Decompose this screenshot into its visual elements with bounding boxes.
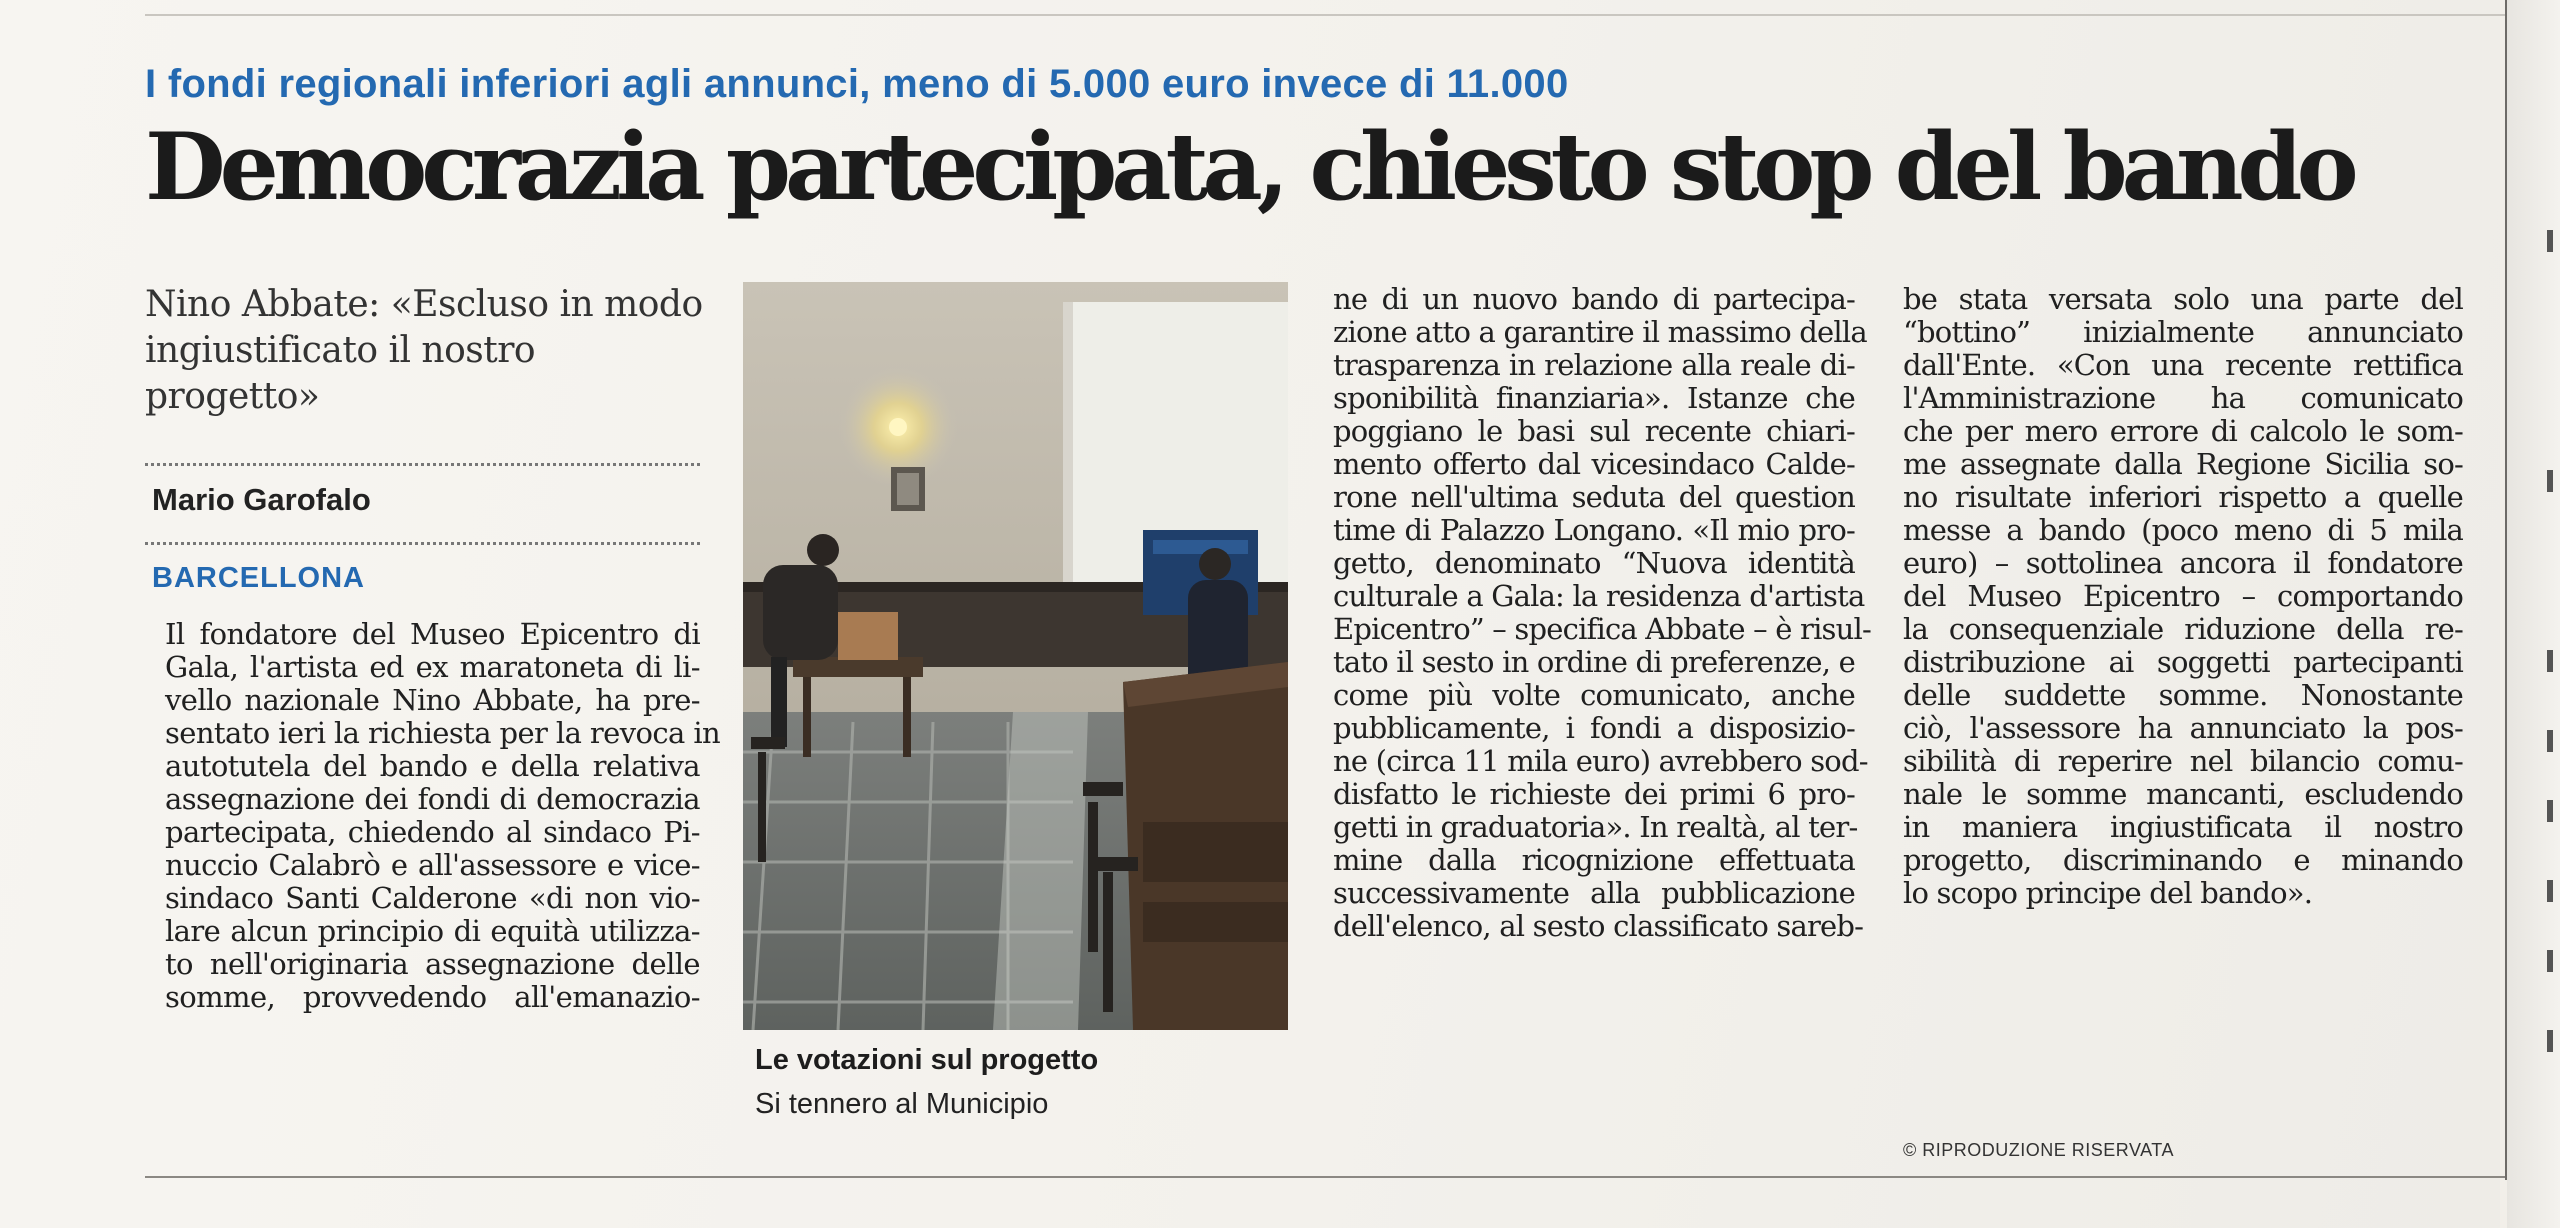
text-line: lare alcun principio di equità utilizza- xyxy=(165,914,700,948)
photo-caption-text: Si tennero al Municipio xyxy=(755,1088,1049,1120)
text-line: pubblicamente, i fondi a disposizio- xyxy=(1333,711,1855,745)
text-line: getto, denominato “Nuova identità xyxy=(1333,546,1855,580)
text-line: Il fondatore del Museo Epicentro di xyxy=(165,617,700,651)
text-line: del Museo Epicentro – comportando xyxy=(1903,579,2463,613)
text-column-3 xyxy=(1903,283,2463,910)
text-line: successivamente alla pubblicazione xyxy=(1333,876,1855,910)
text-line: l'Amministrazione ha comunicato xyxy=(1903,381,2463,415)
text-line: Gala, l'artista ed ex maratoneta di li- xyxy=(165,650,700,684)
text-line: progetto, discriminando e minando xyxy=(1903,843,2463,877)
top-rule xyxy=(145,14,2505,16)
text-line: dell'elenco, al sesto classificato sareb- xyxy=(1333,909,1864,943)
article-kicker: I fondi regionali inferiori agli annunci, meno di 5.000 euro invece di 11.000 xyxy=(145,62,1569,106)
text-line: time di Palazzo Longano. «Il mio pro- xyxy=(1333,513,1855,547)
article-headline: Democrazia partecipata, chiesto stop del bando xyxy=(145,112,2353,221)
text-line: mento offerto dal vicesindaco Calde- xyxy=(1333,447,1855,481)
text-line: to nell'originaria assegnazione delle xyxy=(165,947,700,981)
text-line: tato il sesto in ordine di preferenze, e xyxy=(1333,645,1855,679)
text-line: in maniera ingiustificata il nostro xyxy=(1903,810,2463,844)
text-line: dall'Ente. «Con una recente rettifica xyxy=(1903,348,2463,382)
text-column-2 xyxy=(1333,282,1871,943)
text-line: getti in graduatoria». In realtà, al ter- xyxy=(1333,810,1858,844)
text-line: autotutela del bando e della relativa xyxy=(165,749,700,783)
article-subhead: Nino Abbate: «Escluso in modo ingiustificato il nostro progetto» xyxy=(145,284,703,417)
text-line: delle suddette somme. Nonostante xyxy=(1903,678,2463,712)
text-line: rone nell'ultima seduta del question xyxy=(1333,480,1855,514)
text-line: disfatto le richieste dei primi 6 pro- xyxy=(1333,777,1855,811)
text-line: ne (circa 11 mila euro) avrebbero sod- xyxy=(1333,744,1868,778)
article-author: Mario Garofalo xyxy=(152,482,371,517)
text-line: messe a bando (poco meno di 5 mila xyxy=(1903,513,2463,547)
text-line: euro) – sottolinea ancora il fondatore xyxy=(1903,546,2463,580)
text-line: zione atto a garantire il massimo della xyxy=(1333,315,1867,349)
text-line: assegnazione dei fondi di democrazia xyxy=(165,782,700,816)
adjacent-page-edge xyxy=(2507,0,2560,1228)
text-line: distribuzione ai soggetti partecipanti xyxy=(1903,645,2463,679)
text-line: Epicentro” – specifica Abbate – è risul- xyxy=(1333,612,1871,646)
text-line: somme, provvedendo all'emanazio- xyxy=(165,980,700,1014)
text-line: “bottino” inizialmente annunciato xyxy=(1903,315,2463,349)
text-line: be stata versata solo una parte del xyxy=(1903,282,2463,316)
text-line: nuccio Calabrò e all'assessore e vice- xyxy=(165,848,700,882)
text-line: nale le somme mancanti, escludendo xyxy=(1903,777,2463,811)
text-column-1 xyxy=(165,617,721,1014)
text-line: che per mero errore di calcolo le som- xyxy=(1903,414,2463,448)
bottom-rule xyxy=(145,1176,2505,1178)
text-line: ciò, l'assessore ha annunciato la pos- xyxy=(1903,711,2463,745)
text-line: mine dalla ricognizione effettuata xyxy=(1333,843,1855,877)
text-line: trasparenza in relazione alla reale di- xyxy=(1333,348,1855,382)
text-line: no risultate inferiori rispetto a quelle xyxy=(1903,480,2463,514)
text-line: la consequenziale riduzione della re- xyxy=(1903,612,2463,646)
text-line: ne di un nuovo bando di partecipa- xyxy=(1333,282,1855,316)
divider-dotted xyxy=(145,542,700,545)
text-line: poggiano le basi sul recente chiari- xyxy=(1333,414,1855,448)
text-line: sentato ieri la richiesta per la revoca in xyxy=(165,716,721,750)
text-line: sindaco Santi Calderone «di non vio- xyxy=(165,881,700,915)
council-hall-photo xyxy=(743,282,1288,1030)
text-line: me assegnate dalla Regione Sicilia so- xyxy=(1903,447,2463,481)
copyright-notice: © RIPRODUZIONE RISERVATA xyxy=(1903,1140,2174,1160)
text-line: sibilità di reperire nel bilancio comu- xyxy=(1903,744,2463,778)
divider-dotted xyxy=(145,463,700,466)
text-line: lo scopo principe del bando». xyxy=(1903,876,2313,910)
text-line: culturale a Gala: la residenza d'artista xyxy=(1333,579,1865,613)
article-location: BARCELLONA xyxy=(152,562,365,594)
text-line: partecipata, chiedendo al sindaco Pi- xyxy=(165,815,700,849)
photo-caption-title: Le votazioni sul progetto xyxy=(755,1044,1099,1076)
text-line: sponibilità finanziaria». Istanze che xyxy=(1333,381,1855,415)
text-line: come più volte comunicato, anche xyxy=(1333,678,1855,712)
text-line: vello nazionale Nino Abbate, ha pre- xyxy=(165,683,700,717)
